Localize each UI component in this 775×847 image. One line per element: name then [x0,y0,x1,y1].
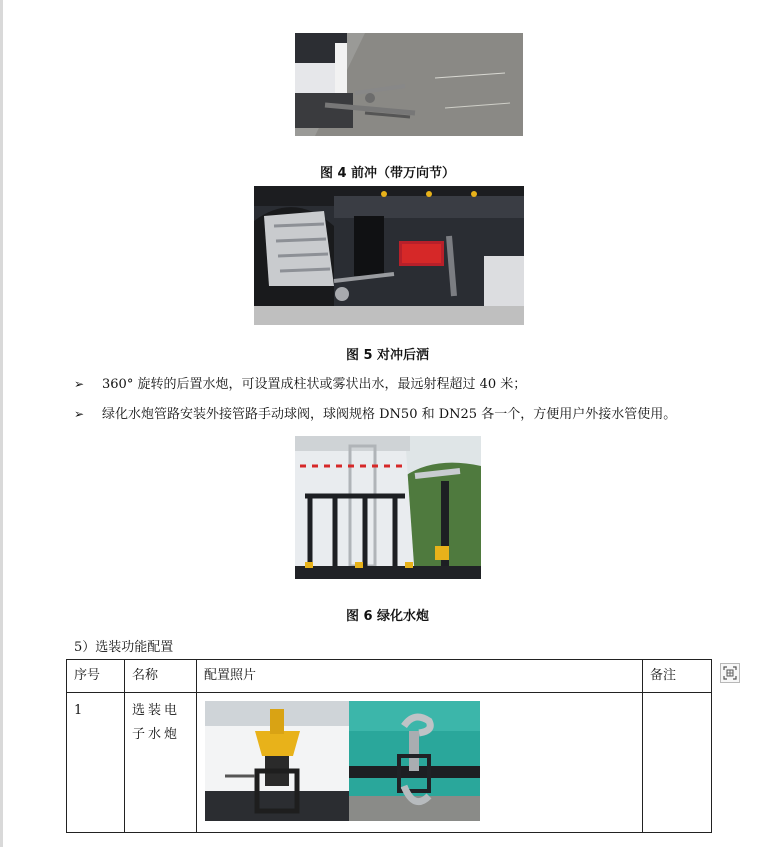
page-edge [0,0,3,847]
figure-6-caption: 图 6 绿化水炮 [345,609,430,624]
header-photo: 配置照片 [197,660,643,693]
bullet-text: 360° 旋转的后置水炮，可设置成柱状或雾状出水，最远射程超过 40 米； [102,377,527,392]
figure-6-photo [295,436,481,579]
header-index: 序号 [67,660,125,693]
header-remark: 备注 [643,660,712,693]
electric-cannon-photo-2 [349,701,480,821]
table-row [67,693,712,833]
config-table [66,659,712,833]
bullet-text: 绿化水炮管路安装外接管路手动球阀，球阀规格 DN50 和 DN25 各一个，方便用户外接水管使用。 [102,407,677,422]
cell-name: 选装电子水炮 [125,693,197,833]
figure-5-photo [254,186,524,325]
cell-remark [643,693,712,833]
figure-5-caption: 图 5 对冲后洒 [345,348,430,363]
cell-photo [197,693,643,833]
figure-4-caption: 图 4 前冲（带万向节） [319,166,456,181]
bullet-arrow-icon: ➢ [74,407,85,421]
section-title: 5）选装功能配置 [74,640,174,655]
electric-cannon-photo-1 [205,701,349,821]
header-name: 名称 [125,660,197,693]
table-tool-icon[interactable] [720,663,740,683]
figure-4-photo [295,33,523,136]
bullet-item [74,373,526,392]
table-header-row [67,660,712,693]
bullet-arrow-icon: ➢ [74,377,85,391]
bullet-item [74,403,676,422]
cell-index: 1 [67,693,125,833]
